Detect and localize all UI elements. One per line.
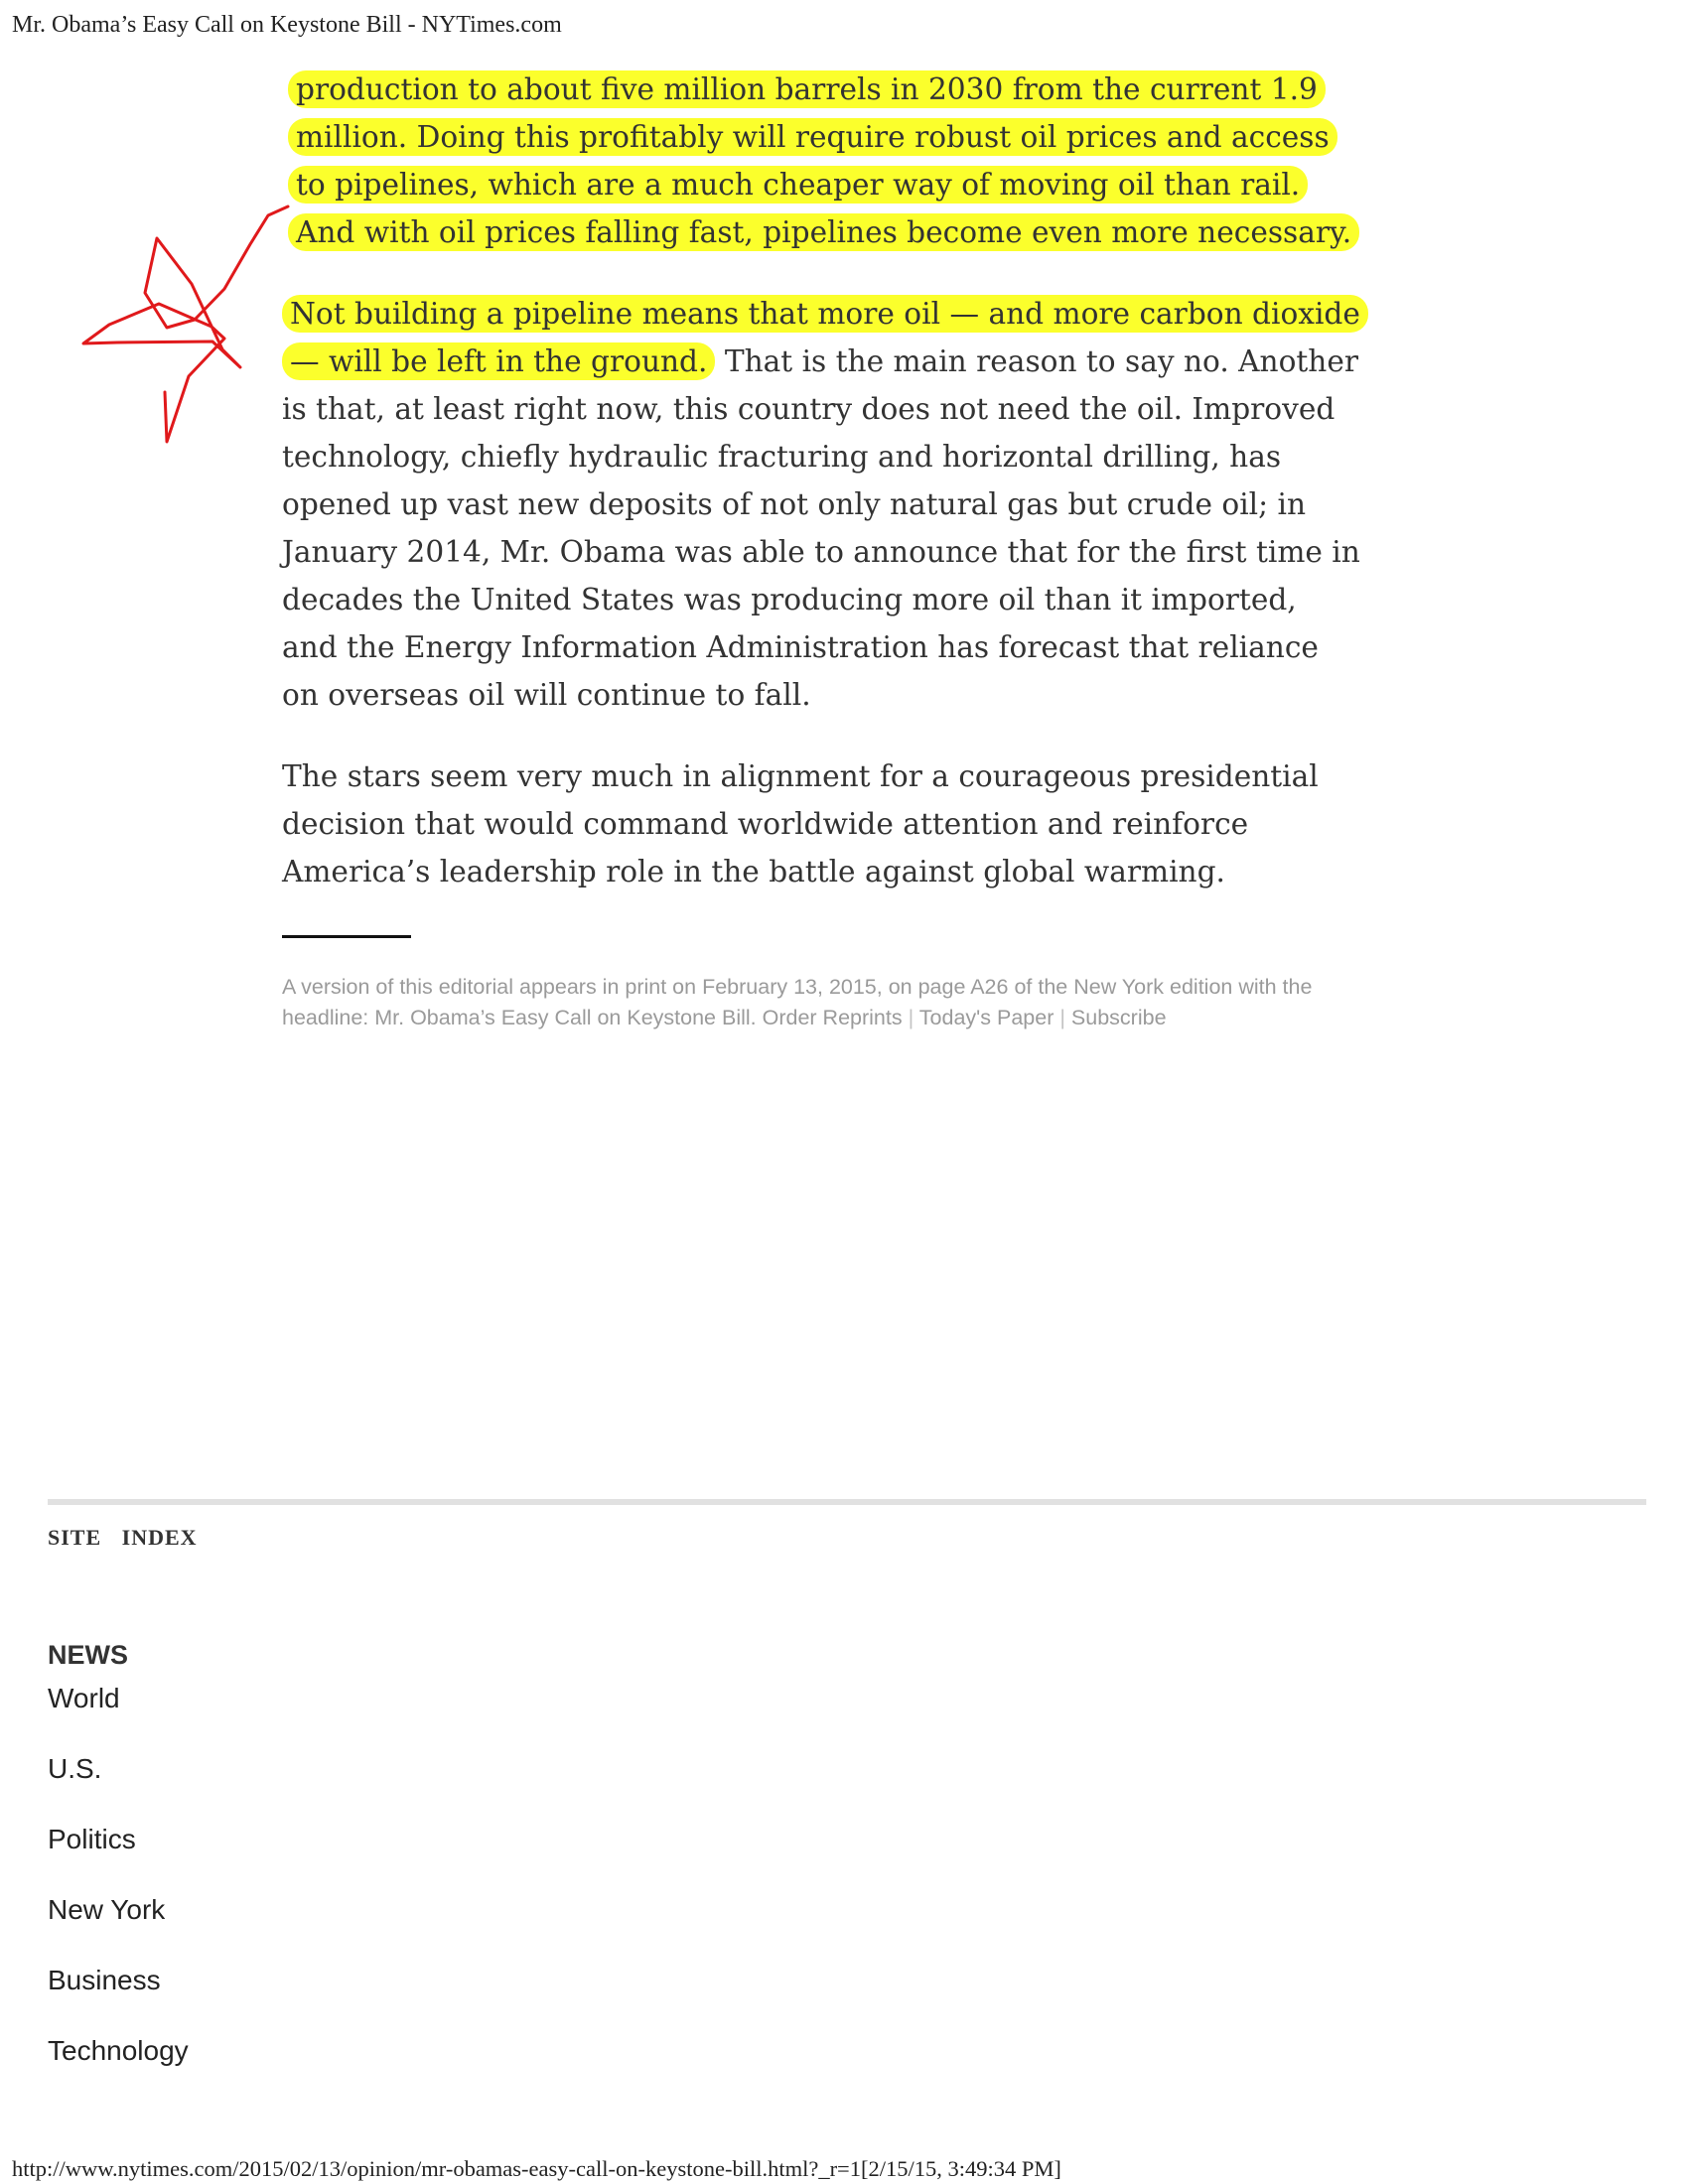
- separator: |: [1059, 1006, 1065, 1029]
- site-index-heading: SITE INDEX: [48, 1525, 198, 1550]
- news-link-world[interactable]: World: [48, 1683, 120, 1713]
- news-link-business[interactable]: Business: [48, 1965, 161, 1995]
- news-link-technology[interactable]: Technology: [48, 2035, 189, 2066]
- highlighted-text: production to about five million barrels in 2030 from the current 1.9 million. Doing this profitably will require robust oil prices and access to pipelines, which are a much cheaper way of moving oil than rail. And with oil prices falling fast, pipelines become even more necessary.: [288, 70, 1359, 251]
- print-note: [282, 972, 1354, 1033]
- paragraph-3: [282, 752, 1360, 895]
- print-note-text: A version of this editorial appears in print on February 13, 2015, on page A26 of the New York edition with the headline: Mr. Obama’s Easy Call on Keystone Bill.: [282, 975, 1313, 1029]
- subscribe-link[interactable]: Subscribe: [1070, 1006, 1167, 1029]
- site-index-divider: [48, 1499, 1646, 1505]
- page-header-title: Mr. Obama’s Easy Call on Keystone Bill - NYTimes.com: [12, 12, 562, 38]
- news-link-politics[interactable]: Politics: [48, 1824, 136, 1854]
- order-reprints-link[interactable]: Order Reprints: [762, 1006, 903, 1029]
- todays-paper-link[interactable]: Today's Paper: [918, 1006, 1055, 1029]
- star-stroke: [83, 206, 288, 442]
- paragraph-text: The stars seem very much in alignment for a courageous presidential decision that would command worldwide attention and reinforce America’s leadership role in the battle against global warming.: [282, 759, 1319, 888]
- paragraph-1: [288, 66, 1360, 256]
- paragraph-text: That is the main reason to say no. Another is that, at least right now, this country does not need the oil. Improved technology, chiefly hydraulic fracturing and horizontal drilling, has opened up vast new deposits of not only natural gas but crude oil; in January 2014, Mr. Obama was able to announce that for the first time in decades the United States was producing more oil than it imported, and the Energy Information Administration has forecast that reliance on overseas oil will continue to fall.: [282, 344, 1360, 712]
- highlighted-text: Not building a pipeline means that more oil — and more carbon dioxide — will be left in the ground.: [282, 295, 1368, 380]
- separator: |: [908, 1006, 914, 1029]
- article-body: [282, 66, 1360, 1033]
- news-heading: NEWS: [48, 1640, 128, 1670]
- paragraph-2: [282, 290, 1360, 719]
- handdrawn-star-annotation: [0, 0, 318, 467]
- news-link-us[interactable]: U.S.: [48, 1753, 102, 1784]
- divider: [282, 935, 411, 938]
- news-list: [48, 1681, 189, 2104]
- news-link-new-york[interactable]: New York: [48, 1894, 166, 1925]
- site-index-news: [48, 1640, 189, 2104]
- page-footer-url: http://www.nytimes.com/2015/02/13/opinion/mr-obamas-easy-call-on-keystone-bill.html?_r=1[2/15/15, 3:49:34 PM]: [12, 2156, 1061, 2181]
